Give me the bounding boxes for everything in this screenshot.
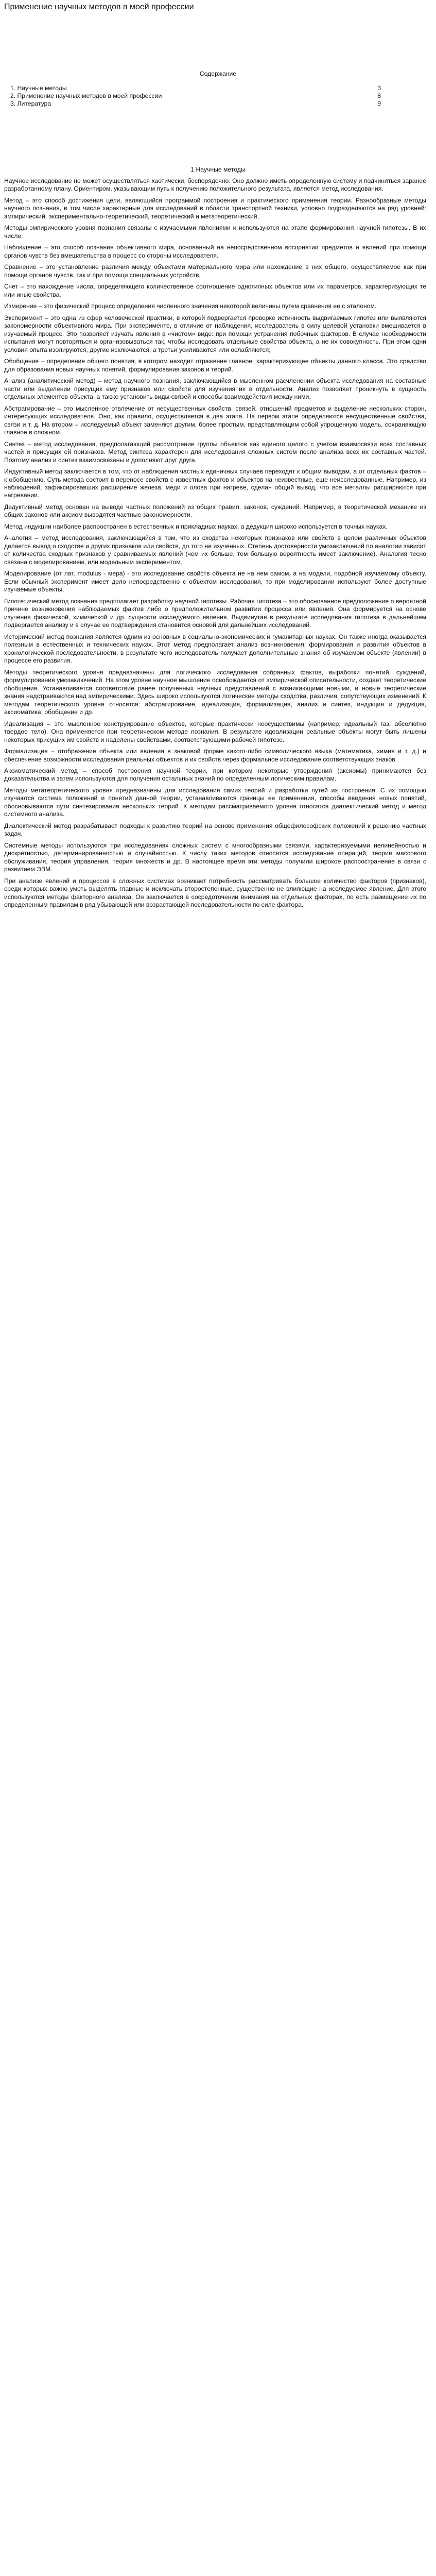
- paragraph: Формализация – отображение объекта или явления в знаковой форме какого-либо символического языка (математика, химия и т. д.) и обеспечение возможности исследования реальных объектов и их свойств через формальное исследование соответствующих знаков.: [4, 748, 426, 763]
- paragraph: При анализе явлений и процессов в сложных системах возникает потребность рассматривать большое количество факторов (признаков), среди которых важно уметь выделять главные и исключать второстепенные, существенно не влияющие на исследуемое явление. Для этого используются методы факторного анализа. Он заключается в сосредоточении внимания на отдельных факторах, по есть размещение их по определенным правилам в ряд убывающей или возрастающей последовательности по силе фактора.: [4, 877, 426, 909]
- toc-item-page: 3: [377, 84, 381, 92]
- toc-item[interactable]: [10, 100, 381, 108]
- section1-title: 1 Научные методы: [190, 166, 246, 173]
- paragraph: Сравнение – это установление различия между объектами материального мира или нахождение в них общего, осуществляемое как при помощи органов чувств, так и при помощи специальных устройств.: [4, 263, 426, 279]
- section1-body: [4, 177, 426, 913]
- toc-item[interactable]: [10, 84, 381, 92]
- paragraph: Гипотетический метод познания предполагает разработку научной гипотезы. Рабочая гипотеза – это обоснованное предположение о вероятной причине возникновения наблюдаемых фактов либо о предположительном развитии процесса или явления. Она формируется на основе изучения физической, химической и др. сущности исследуемого явления. Выдвинутая в результате исследования гипотеза в дальнейшем подвергается анализу и в случае ее подтверждения становится основой для дальнейших исследований.: [4, 597, 426, 629]
- paragraph: Индуктивный метод заключается в том, что от наблюдения частных единичных случаев переходят к общим выводам, а от отдельных фактов – к обобщению. Суть метода состоит в переносе свойств с известных фактов и объектов на неизвестные, еще неисследованные. Например, из наблюдений, зафиксировавших расширение железа, меди и олова при нагреве, сделан общий вывод, что все металлы расширяются при нагревании.: [4, 468, 426, 499]
- paragraph: Моделирование (от лат. modulus - мера) - это исследование свойств объекта не на нем самом, а на модели, подобной изучаемому объекту. Если обычный эксперимент имеет дело непосредственно с объектом исследования, то при моделировании используют более доступные изучаемые объекты.: [4, 570, 426, 594]
- paragraph: Методы эмпирического уровня познания связаны с изучаемыми явлениями и используются на этапе формирования научной гипотезы. В их числе:: [4, 224, 426, 240]
- paragraph: Идеализация – это мысленное конструирование объектов, которые практически неосуществимы (например, идеальный газ, абсолютно твердое тело). Она применяется при теоретическом методе познания. В результате идеализации реальные объекты могут быть лишены некоторых присущих им свойств и наделены свойствами, соответствующими рабочей гипотезе.: [4, 720, 426, 743]
- paragraph: Абстрагирование – это мысленное отвлечение от несущественных свойств, связей, отношений предметов и выделение нескольких сторон, интересующих исследователя. Оно, как правило, осуществляется в два этапа. На первом этапе определяются несущественные свойства, связи и т. д. На втором – исследуемый объект заменяют другим, более простым, представляющим собой упрощенную модель, сохраняющую главное в сложном.: [4, 404, 426, 436]
- toc-item-label: 3. Литература: [10, 100, 51, 107]
- toc-item-label: 1. Научные методы: [10, 84, 67, 92]
- paragraph: Исторический метод познания является одним из основных в социально-экономических и гуманитарных науках. Он также иногда оказывается полезным в естественных и технических науках. Этот метод предполагает анализ возникновения, формирования и развития объектов в хронологической последовательности, в результате чего исследователь получает дополнительные знания об изучаемом объекте (явлении) в процессе его развития.: [4, 633, 426, 665]
- paragraph: Анализ (аналитический метод) – метод научного познания, заключающийся в мысленном расчленении объекта исследования на составные части или выделении присущих ему признаков или свойств для изучения их в отдельности. Анализ позволяет проникнуть в сущность отдельных элементов объекта, а также установить виды связей и способы взаимодействия между ними.: [4, 377, 426, 401]
- paragraph: Счет – это нахождение числа, определяющего количественное соотношение однотипных объектов или их параметров, характеризующих те или иные свойства.: [4, 283, 426, 298]
- paragraph: Обобщение – определение общего понятия, в котором находит отражение главное, характеризующее объекты данного класса. Это средство для образования новых научных понятий, формулирования законов и теорий.: [4, 358, 426, 373]
- paragraph: Синтез – метод исследования, предполагающий рассмотрение группы объектов как единого целого с учетом взаимосвязи всех составных частей и присущих ей признаков. Метод синтеза характерен для исследования сложных систем после анализа всех их составных частей. Поэтому анализ и синтез взаимосвязаны и дополняют друг друга.: [4, 440, 426, 464]
- toc-heading: Содержание: [199, 70, 237, 77]
- paragraph: Методы теоретического уровня предназначены для логического исследования собранных фактов, выработки понятий, суждений, формулирования умозаключений. На этом уровне научное мышление освобождается от эмпирической описательности, создает теоретические обобщения. Устанавливается соответствие ранее полученных научных представлений с возникающими новыми, и новые теоретические знания надстраиваются над эмпирическими. Здесь широко используются логические методы сходства, различия, сопутствующих изменений. К методам теоретического уровня относятся: абстрагирование, идеализация, формализация, анализ и синтез, индукция и дедукция, аксиоматика, обобщение и др.: [4, 668, 426, 716]
- paragraph: Наблюдение – это способ познания объективного мира, основанный на непосредственном восприятии предметов и явлений при помощи органов чувств без вмешательства в процесс со стороны исследователя.: [4, 244, 426, 259]
- paragraph: Системные методы используются при исследованиях сложных систем с многообразными связями, характеризуемыми нелинейностью и дискретностью, детерминированностью и случайностью. К числу таких методов относятся исследование операций, теория массового обслуживания, теория управления, теория множеств и др. В настоящее время эти методы получили широкое распространение в связи с развитием ЭВМ.: [4, 841, 426, 873]
- toc-item[interactable]: [10, 92, 381, 100]
- paragraph: Аксиоматический метод – способ построения научной теории, при котором некоторые утверждения (аксиомы) принимаются без доказательства и затем используются для получения остальных знаний по определенным логическим правилам.: [4, 767, 426, 783]
- paragraph: Методы метатеоретического уровня предназначены для исследования самих теорий и разработки путей их построения. С их помощью изучаются система положений и понятий данной теории, устанавливаются границы ее применения, способы введения новых понятий, обосновываются пути синтезирования нескольких теорий. К методам рассматриваемого уровня относятся диалектический метод и метод системного анализа.: [4, 786, 426, 818]
- paragraph: Метод индукции наиболее распространен в естественных и прикладных науках, а дедукция широко используется в точных науках.: [4, 522, 388, 530]
- paragraph: Дедуктивный метод основан на выводе частных положений из общих правил, законов, суждений. Например, в теоретической механике из общих законов или аксиом выводятся частные закономерности.: [4, 503, 426, 519]
- paragraph: Аналогия – метод исследования, заключающийся в том, что из сходства некоторых признаков или свойств в целом различных объектов делается вывод о сходстве и других признаков или свойств, до того не изученных. Степень достоверности умозаключений по аналогии зависит от количества сходных признаков у сравниваемых явлений (чем их больше, тем большую вероятность имеет заключение). Аналогия тесно связана с моделированием, или модельным экспериментом.: [4, 534, 426, 566]
- paragraph: Измерение – это физический процесс определения численного значения некоторой величины путем сравнения ее с эталоном.: [4, 302, 377, 310]
- toc-item-label: 2. Применение научных методов в моей профессии: [10, 92, 162, 99]
- document-title: Применение научных методов в моей профессии: [4, 3, 194, 11]
- toc-item-page: 9: [377, 100, 381, 107]
- paragraph: Метод – это способ достижения цели, являющийся программой построения и практического применения теории. Разнообразные методы научного познания, в том числе характерные для исследований в области транспортной техники, условно подразделяются на ряд уровней: эмпирический, экспериментально-теоретический, теоретический и метатеоретический.: [4, 196, 426, 220]
- table-of-contents: [10, 84, 381, 108]
- paragraph: Эксперимент – это одна из сфер человеческой практики, в которой подвергается проверке истинность выдвигаемых гипотез или выявляются закономерности объективного мира. При эксперименте, в отличие от наблюдения, исследователь в силу целевой установки вмешивается в изучаемый процесс. Это позволяет изучать явления в «чистом» виде: при помощи устранения побочных факторов. В случае необходимости испытания могут повторяться и организовываться так, чтобы исследовать отдельные свойства объекта, а не их совокупность. При этом одни условия опыта изолируются, другие исключаются, а третьи усиливаются или ослабляются;: [4, 314, 426, 353]
- paragraph: Научное исследование не может осуществляться хаотически, беспорядочно. Оно должно иметь определенную систему и подчиняться заранее разработанному плану. Ориентиром, указывающим путь к получению положительного результата, является метод исследования.: [4, 177, 426, 193]
- paragraph: Диалектический метод разрабатывает подходы к развитию теорий на основе применения общефилософских положений к решению частных задач.: [4, 822, 426, 838]
- toc-item-page: 8: [377, 92, 381, 99]
